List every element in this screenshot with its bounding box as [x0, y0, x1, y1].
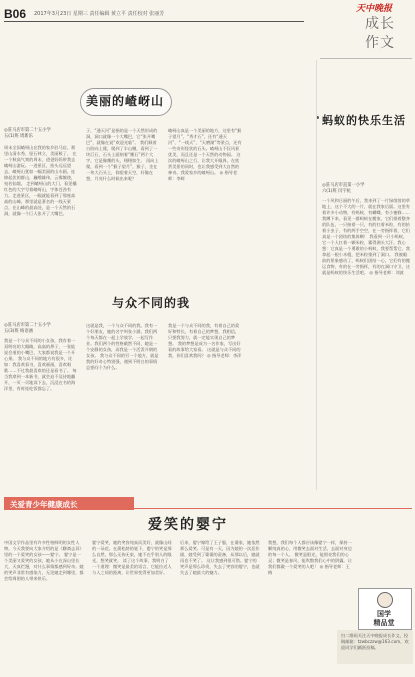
story2-byline: ◎驻马店市直第一小学 六(1)班 闫宇杭: [322, 183, 365, 194]
story4-col2: 婴宁爱笑，她的笑容纯真而美好，就像山间的一朵花。在蒲松龄的笔下，婴宁的笑是那么自然，那么无拘无束，她不在乎别人的眼光，想笑就笑。 读了这个故事，我明白了一个道理：微笑是最美的语言，它能拉近人与人之间的距离，让世界变得更加美好。: [92, 540, 172, 575]
story4-col1: 中国文学作品里有许多性格鲜明的女性人物，今天我要向大家介绍的是《聊斋志异》里的一个爱笑的女孩——婴宁。 婴宁是一个美丽又爱笑的女孩，她从小在深山里长大，天真烂漫，对什么事情都感到好奇。她的笑声非常有感染力，无论她走到哪里，都会给周围的人带来快乐。: [4, 540, 84, 581]
story3-col3-cont: [248, 323, 312, 488]
story4-title: 爱笑的婴宁: [148, 517, 228, 533]
story3-col3: 我是一个与众不同的我，有着自己的爱好和特长，有着自己的梦想，我相信，只要我努力，就一定能实现自己的梦想。 我的梦想是成为一名作家，写出好看的故事给大家看。 这就是与众不同的我，你们喜欢我吗？ ◎ 指导老师：李萍: [168, 323, 242, 358]
story4-col4: 我想，我们每个人都应该像婴宁一样，保持一颗纯真的心，用微笑去面对生活，去面对身边的每一个人。 微笑是阳光，能照亮我们的心灵；微笑是春风，能吹散我们心中的阴霾。让我们都做一个爱笑的人吧！ ◎ 指导老师：王梅: [268, 540, 352, 575]
story1-title: 美丽的嵖岈山: [86, 94, 165, 108]
story1-col3: 嵖岈山真是一个美丽的地方，这里有“猴子望月”，“秀才石”，还有“通天河”、“一线天”，“天磨湖”等景点，还有一些奇形怪状的石头。嵖岈山不仅风景优美，而且还是一个天然的动物园。 这次的嵖岈山之行，让我大开眼界，在欣赏美景的同时，也让我感受到大自然的神奇。我爱家乡的嵖岈山。 ◎ 指导老师：李辉: [168, 128, 242, 181]
story2-title: 蚂蚁的快乐生活: [322, 114, 406, 127]
footer-text: 扫二维码关注天中晚报成长作文，投稿邮箱：tzwbczzw@163.com，欢迎同学们踊跃投稿。: [341, 633, 409, 650]
header-rule: [4, 21, 304, 22]
story1-col1: 周末全国嵖岈山在我的家乡驻马店，那里山清水秀，怪石林立，美丽极了。 在一个秋高气爽的周末，爸爸妈妈带我去嵖岈山游玩。一进景区，抬头远远望去，嵖岈山犹如一幅美丽的山水画，连绵起伏的群山，巍峨雄伟，云雾缭绕，宛若仙境。 走到嵖岈山的大门，看见橘红色的大字写着嵖岈山，字体苍劲有力。走进景区，一眼就能看到了那座高高的山峰，那里就是著名的一线天景点，在山峰的最高处，是一个天然的石洞，就像一个巨人张开了大嘴巴。: [4, 145, 77, 216]
story1-col2: 子，“通天河”是指的是一个天然形成的洞，洞口就像一个大嘴巴，它“张开嘴巴”，就像在说“欢迎光临”。 我们顺着台阶向上爬，爬到了半山腰，看到了一块巨石，石头上面刻着“鹰石”两个大字，它是像鹰的头，栩栩如生。 再向上爬，看到一个“猴子望月”，猴子，坐在一块大石头上，仰望着天空，好像在想，月亮什么时候出来呢？: [86, 128, 159, 181]
newspaper-logo: 天中晚报: [356, 4, 393, 14]
story1-byline: ◎驻马店市第二十五小学 五(1)班 周新乐: [4, 128, 51, 139]
story3-col2: 这就是我，一个与众不同的我。我有一个好朋友，她的名字叫张小涵，我们两个每天都在一起上学放学，一起写作业。我们两个的性格截然不同，她是一个安静的女孩，而我是一个活泼开朗的女孩。 我与众不同的另一个地方，就是我的好奇心特别强，遇到不明白的事情总要问个为什么。: [86, 323, 159, 370]
guoxue-label: 国学 精品堂: [373, 609, 395, 627]
column-title-rule: [320, 58, 412, 59]
story2-body: 一个风和日丽的午后，我来到了一片绿茵茵的草地上，这个不大的一片，就在我家后面。这里有着许多小动物，有蚂蚁、有蝴蝶、有小蜜蜂…… 我蹲下来，看见一群蚂蚁在搬家，它们排着整齐的队伍，一只接着一只，有的扛着米粒，有的抬着小虫子，有的两手空空，在一旁指挥着，它们真是一个团结的集体啊！ 我看到一只小蚂蚁，它一个人扛着一颗米粒，累得满头大汗，我心想：它真是一个勇敢的小蚂蚁，我要帮帮它。我拿起一根小木棍，把米粒推到了洞口。 我被眼前的景象感动了，蚂蚁们团结一心，它们有的搬运食物，有的在一旁指挥，有的在洞口守卫，这就是蚂蚁的快乐生活吧。 ◎ 指导老师：刘波: [322, 198, 410, 275]
story4-col3: 后来，婴宁嫁给了王子服，在婆家，她依然那么爱笑。可是有一天，因为她的一次恶作剧，她受到了婆婆的责备，从那以后，她就再也不笑了。 这让我感到很可惜。婴宁的笑声是那么珍贵，失去了笑容的婴宁，也就失去了她最大的魅力。: [180, 540, 260, 575]
section-label: 关爱青少年健康成长: [10, 500, 78, 509]
story3-col1: 我是一个与众不同的小女孩，我有着一双明亮的大眼睛，高高的鼻子，一张能说会道的小嘴巴，大家都说我是一个开心果。 我与众不同的地方有很多，比如：我喜欢看书，喜欢画画，喜欢唱歌……不过我最喜欢的还是看书了。 每当我拿到一本新书，就会迫不及待地翻开，一页一页地读下去，沉浸在书的海洋里，有时连吃饭都忘了。: [4, 338, 77, 391]
story3-byline: ◎驻马店市第二十五小学 五(3)班 杨语涵: [4, 323, 51, 334]
header-info: 2017年3月23日 星期三 责任编辑 黄立平 责任校对 张丽芳: [34, 11, 165, 17]
section-rule: [134, 508, 412, 509]
scholar-portrait-icon: [377, 592, 393, 608]
page-number: B06: [4, 7, 27, 21]
story3-title: 与众不同的我: [112, 296, 191, 310]
column-title: 成长作文: [365, 16, 395, 51]
column-divider: [316, 60, 317, 490]
